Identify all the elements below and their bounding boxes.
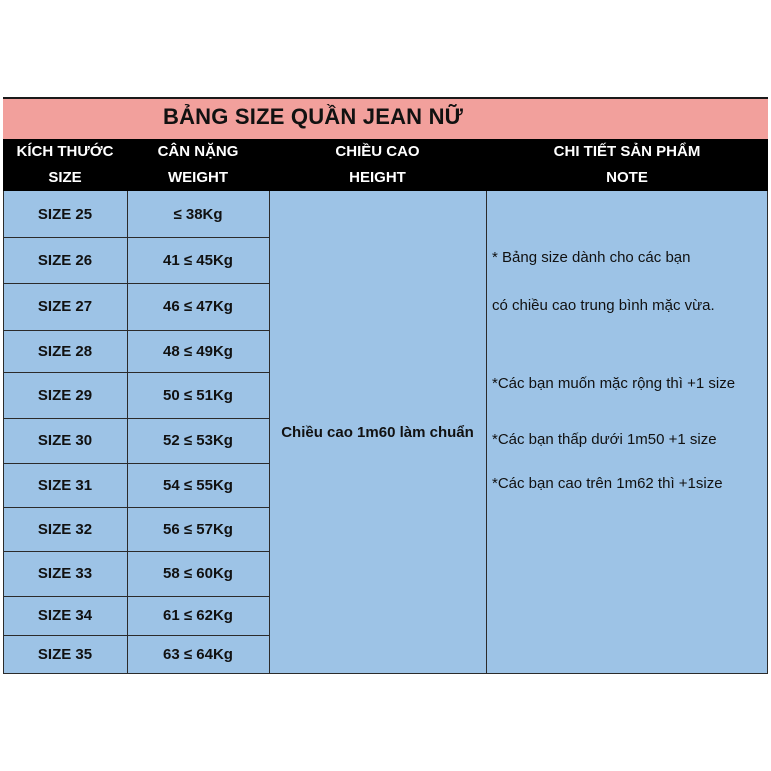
weight-cell: 48 ≤ 49Kg bbox=[163, 342, 233, 360]
header-weight bbox=[127, 139, 269, 191]
weight-cell: ≤ 38Kg bbox=[173, 205, 223, 223]
height-note-cell: Chiều cao 1m60 làm chuẩn bbox=[281, 424, 474, 441]
note-line-5: *Các bạn cao trên 1m62 thì +1size bbox=[492, 475, 723, 492]
header-weight-line1: CÂN NẶNG bbox=[157, 143, 239, 160]
note-line-3: *Các bạn muốn mặc rộng thì +1 size bbox=[492, 375, 736, 392]
weight-cell: 56 ≤ 57Kg bbox=[163, 520, 233, 538]
header-weight-line2: WEIGHT bbox=[168, 169, 228, 186]
size-cell: SIZE 27 bbox=[37, 298, 93, 315]
size-chart-table bbox=[3, 97, 768, 674]
weight-cell: 54 ≤ 55Kg bbox=[163, 476, 233, 494]
header-size-line2: SIZE bbox=[48, 169, 82, 186]
row-divider bbox=[3, 283, 269, 284]
table-body bbox=[3, 191, 768, 674]
table-bottom-border bbox=[3, 673, 768, 674]
header-note bbox=[486, 139, 768, 191]
row-divider bbox=[3, 237, 269, 238]
size-cell: SIZE 35 bbox=[37, 646, 93, 663]
size-cell: SIZE 25 bbox=[37, 205, 93, 223]
header-height bbox=[269, 139, 486, 191]
row-divider bbox=[3, 635, 269, 636]
row-divider bbox=[3, 507, 269, 508]
header-note-line1: CHI TIẾT SẢN PHẨM bbox=[553, 143, 701, 160]
header-size bbox=[3, 139, 127, 191]
title-bar bbox=[3, 97, 768, 139]
column-divider bbox=[127, 191, 128, 674]
header-size-line1: KÍCH THƯỚC bbox=[16, 143, 114, 160]
size-cell: SIZE 32 bbox=[37, 520, 93, 538]
size-cell: SIZE 30 bbox=[37, 432, 93, 449]
size-cell: SIZE 29 bbox=[37, 386, 93, 404]
row-divider bbox=[3, 418, 269, 419]
size-cell: SIZE 26 bbox=[37, 251, 93, 269]
header-height-line1: CHIỀU CAO bbox=[335, 143, 420, 160]
weight-cell: 61 ≤ 62Kg bbox=[163, 607, 233, 624]
weight-cell: 58 ≤ 60Kg bbox=[163, 565, 233, 582]
header-note-line2: NOTE bbox=[606, 169, 648, 186]
column-divider bbox=[3, 191, 4, 674]
row-divider bbox=[3, 596, 269, 597]
weight-cell: 63 ≤ 64Kg bbox=[163, 646, 233, 663]
note-line-1: * Bảng size dành cho các bạn bbox=[492, 249, 691, 266]
row-divider bbox=[3, 372, 269, 373]
column-divider bbox=[767, 191, 768, 674]
column-divider bbox=[486, 191, 487, 674]
note-line-2: có chiều cao trung bình mặc vừa. bbox=[492, 297, 715, 314]
weight-cell: 41 ≤ 45Kg bbox=[163, 251, 233, 269]
size-cell: SIZE 31 bbox=[37, 476, 93, 494]
row-divider bbox=[3, 463, 269, 464]
column-divider bbox=[269, 191, 270, 674]
header-height-line2: HEIGHT bbox=[349, 169, 406, 186]
weight-cell: 52 ≤ 53Kg bbox=[163, 432, 233, 449]
table-title: BẢNG SIZE QUẦN JEAN NỮ bbox=[163, 104, 464, 129]
note-line-4: *Các bạn thấp dưới 1m50 +1 size bbox=[492, 431, 717, 448]
header-row bbox=[3, 139, 768, 191]
row-divider bbox=[3, 330, 269, 331]
row-divider bbox=[3, 551, 269, 552]
size-cell: SIZE 28 bbox=[37, 342, 93, 360]
size-cell: SIZE 34 bbox=[37, 607, 93, 624]
size-cell: SIZE 33 bbox=[37, 565, 93, 582]
weight-cell: 46 ≤ 47Kg bbox=[163, 298, 233, 315]
weight-cell: 50 ≤ 51Kg bbox=[163, 386, 233, 404]
